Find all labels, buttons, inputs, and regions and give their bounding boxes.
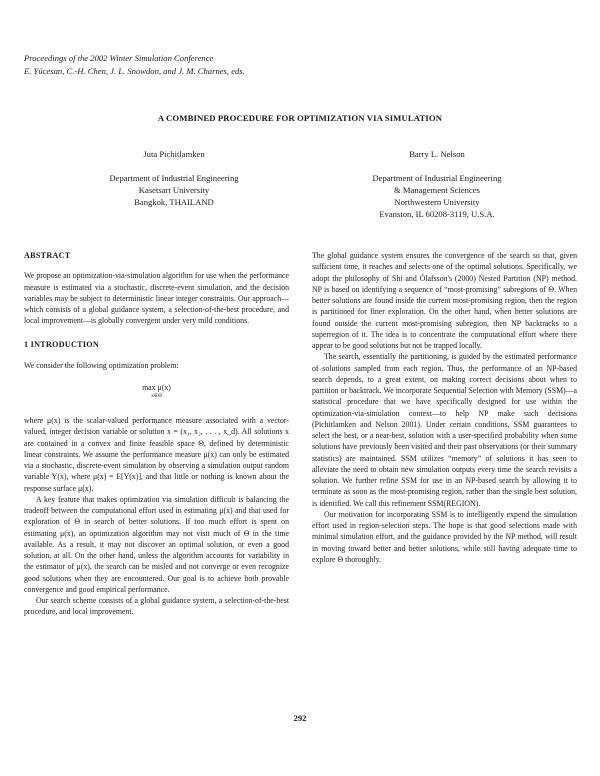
proceedings-header bbox=[24, 52, 245, 77]
optimization-equation bbox=[24, 383, 289, 401]
right-paragraph-1: The global guidance system ensures the convergence of the search so that, given sufficient time, it reaches and selects one of the optimal solutions. Specifically, we adopt the philosophy of Shi and Ólafsson's (2000) Nested Partition (NP) method. NP is based on identifying a sequence of “most-promising” subregions of Θ. When better solutions are found inside the current most-promising region, then the region is partitioned for finer exploration. On the other hand, when better solutions are found outside the current most-promising subregion, then NP backtracks to a superregion of it. The idea is to concentrate the computational effort where there appear to be good solutions but not be trapped locally. bbox=[312, 251, 577, 350]
affiliation-line: Bangkok, THAILAND bbox=[134, 196, 214, 207]
proceedings-line-1: Proceedings of the 2002 Winter Simulation Conference bbox=[24, 53, 214, 63]
left-column bbox=[24, 250, 289, 618]
right-paragraph-3: Our motivation for incorporating SSM is to intelligently expend the simulation effort used in region-selection steps. The hope is that good selections made with minimal simulation effort, and the guidance provided by the NP method, will result in moving toward better and better solutions, while still having adequate time to explore Θ thoroughly. bbox=[312, 509, 577, 564]
affiliation-line: Kasetsart University bbox=[138, 184, 210, 195]
affiliation-line: & Management Sciences bbox=[394, 184, 480, 195]
author-block-2 bbox=[337, 149, 537, 221]
intro-paragraph-3: A key feature that makes optimization via simulation difficult is balancing the tradeoff between the computational effort used in estimating μ(x) and that used for exploration of Θ in search of better solutions. If too much effort is spent on estimating μ(x), an optimization algorithm may not visit much of Θ in the time available. As a result, it may not discover an optimal solution, or even a good solution, at all. On the other hand, unless the algorithm accounts for variability in the estimator of μ(x), the search can be misled and not converge or even recognize good solutions when they are encountered. Our goal is to achieve both provable convergence and good empirical performance. bbox=[24, 494, 289, 594]
right-column bbox=[312, 250, 577, 565]
equation-subscript: x∈Θ bbox=[151, 393, 162, 399]
abstract-heading: ABSTRACT bbox=[24, 251, 71, 260]
affiliation-line: Department of Industrial Engineering bbox=[109, 172, 239, 183]
proceedings-editors: E. Yücesan, C.-H. Chen, J. L. Snowdon, and J. M. Charnes, eds. bbox=[24, 65, 245, 76]
intro-paragraph-2: where μ(x) is the scalar-valued performance measure associated with a vector-valued, integer decision variable or solution x = (x₁, x₂, . . . , x_d). All solutions x are contained in a convex and finite feasible space Θ, defined by deterministic linear constraints. We assume the performance measure μ(x) can only be estimated via a stochastic, discrete-event simulation by observing a simulation output random variable Y(x), where μ(x) = E[Y(x)], and that little or nothing is known about the response surface μ(x). bbox=[24, 416, 289, 493]
affiliation-line: Evanston, IL 60208-3119, U.S.A. bbox=[379, 208, 495, 219]
paper-title: A COMBINED PROCEDURE FOR OPTIMIZATION VIA SIMULATION bbox=[157, 113, 443, 123]
author-block-1 bbox=[74, 149, 274, 209]
abstract-text: We propose an optimization-via-simulation algorithm for use when the performance measure is estimated via a stochastic, discrete-event simulation, and the decision variables may be subject to deterministic linear integer constraints. Our approach—which consists of a global guidance system, a selection-of-the-best procedure, and local improvement—is globally convergent under very mild conditions. bbox=[24, 271, 289, 326]
author-name: Barry L. Nelson bbox=[409, 149, 465, 159]
introduction-heading: 1 INTRODUCTION bbox=[24, 339, 100, 349]
author-name: Juta Pichitlamken bbox=[143, 149, 205, 159]
affiliation-line: Northwestern University bbox=[394, 196, 480, 207]
equation-main: max μ(x) bbox=[142, 383, 171, 392]
affiliation-line: Department of Industrial Engineering bbox=[372, 172, 502, 183]
page-number: 292 bbox=[293, 713, 307, 723]
right-paragraph-2: The search, essentially the partitioning, is guided by the estimated performance of solutions sampled from each region. Thus, the performance of an NP-based search depends, to a great extent, on making correct decisions about when to partition or backtrack. We incorporate Sequential Selection with Memory (SSM)—a statistical procedure that we have specifically designed for use within the optimization-via-simulation context—to help NP make such decisions (Pichitlamken and Nelson 2001). Under certain conditions, SSM guarantees to select the best, or a near-best, solution with a user-specified probability when some solutions have previously been visited and their past observations (or their summary statistics) are maintained. SSM utilizes “memory” of solutions it has seen to alleviate the need to obtain new simulation outputs every time the search revisits a solution. We further refine SSM for use in an NP-based search by allowing it to terminate as soon as the most-promising region, rather than the single best solution, is identified. We call this refinement SSM(REGION). bbox=[312, 352, 577, 508]
intro-paragraph-1: We consider the following optimization problem: bbox=[24, 360, 179, 370]
intro-paragraph-4: Our search scheme consists of a global guidance system, a selection-of-the-best procedure, and local improvement. bbox=[24, 596, 289, 617]
